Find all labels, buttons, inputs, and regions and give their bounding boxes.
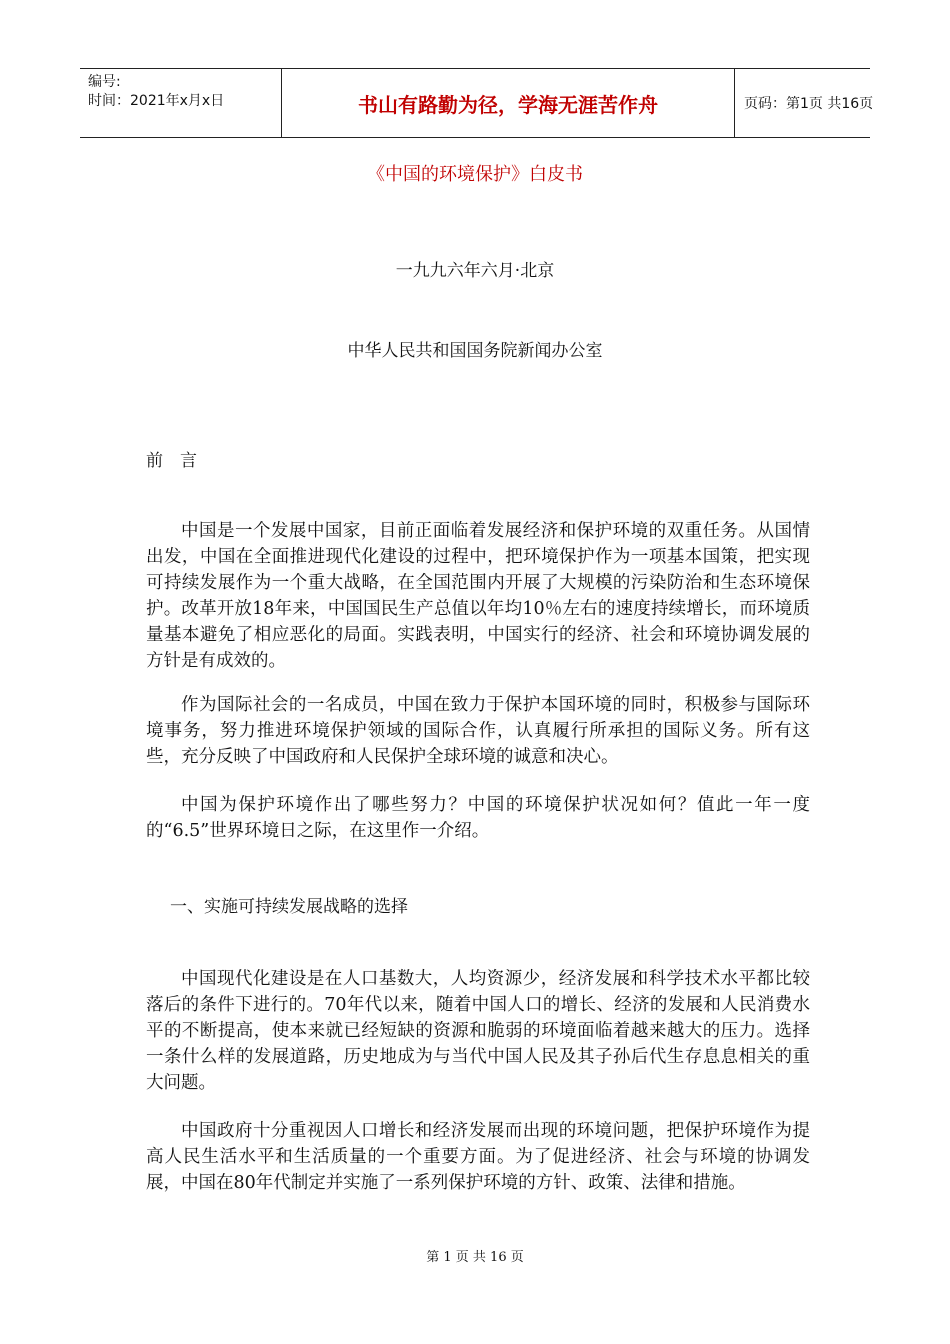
preface-paragraph-1: 中国是一个发展中国家，目前正面临着发展经济和保护环境的双重任务。从国情出发，中国在全面推进现代化建设的过程中，把环境保护作为一项基本国策，把实现可持续发展作为一个重大战略，在全国范围内开展了大规模的污染防治和生态环境保护。改革开放18年来，中国国民生产总值以年均10％左右的速度持续增长，而环境质量基本避免了相应恶化的局面。实践表明，中国实行的经济、社会和环境协调发展的方针是有成效的。: [146, 521, 810, 671]
page-header: [80, 68, 874, 138]
header-meta: [80, 69, 282, 137]
document-date: 一九九六年六月·北京: [395, 261, 555, 281]
time-label: 时间：2021年x月x日: [88, 93, 225, 109]
section-1-paragraph-2: 中国政府十分重视因人口增长和经济发展而出现的环境问题，把保护环境作为提高人民生活水平和生活质量的一个重要方面。为了促进经济、社会与环境的协调发展，中国在80年代制定并实施了一系列保护环境的方针、政策、法律和措施。: [146, 1121, 810, 1193]
document-title: 《中国的环境保护》白皮书: [367, 164, 583, 185]
section-1-heading: 一、实施可持续发展战略的选择: [170, 897, 408, 917]
page-footer: 第 1 页 共 16 页: [426, 1250, 524, 1265]
preface-paragraph-3: 中国为保护环境作出了哪些努力？中国的环境保护状况如何？值此一年一度的“6.5”世界环境日之际，在这里作一介绍。: [146, 795, 810, 841]
serial-label: 编号:: [88, 74, 121, 90]
preface-paragraph-2: 作为国际社会的一名成员，中国在致力于保护本国环境的同时，积极参与国际环境事务，努力推进环境保护领域的国际合作，认真履行所承担的国际义务。所有这些，充分反映了中国政府和人民保护全球环境的诚意和决心。: [146, 695, 810, 767]
document-issuer: 中华人民共和国国务院新闻办公室: [347, 341, 603, 361]
header-page-info: 页码：第1页 共16页: [744, 96, 874, 112]
preface-heading: 前 言: [146, 451, 197, 471]
section-1-paragraph-1: 中国现代化建设是在人口基数大，人均资源少，经济发展和科学技术水平都比较落后的条件下进行的。70年代以来，随着中国人口的增长、经济的发展和人民消费水平的不断提高，使本来就已经短缺的资源和脆弱的环境面临着越来越大的压力。选择一条什么样的发展道路，历史地成为与当代中国人民及其子孙后代生存息息相关的重大问题。: [146, 969, 810, 1093]
header-motto: 书山有路勤为径，学海无涯苦作舟: [282, 69, 735, 137]
